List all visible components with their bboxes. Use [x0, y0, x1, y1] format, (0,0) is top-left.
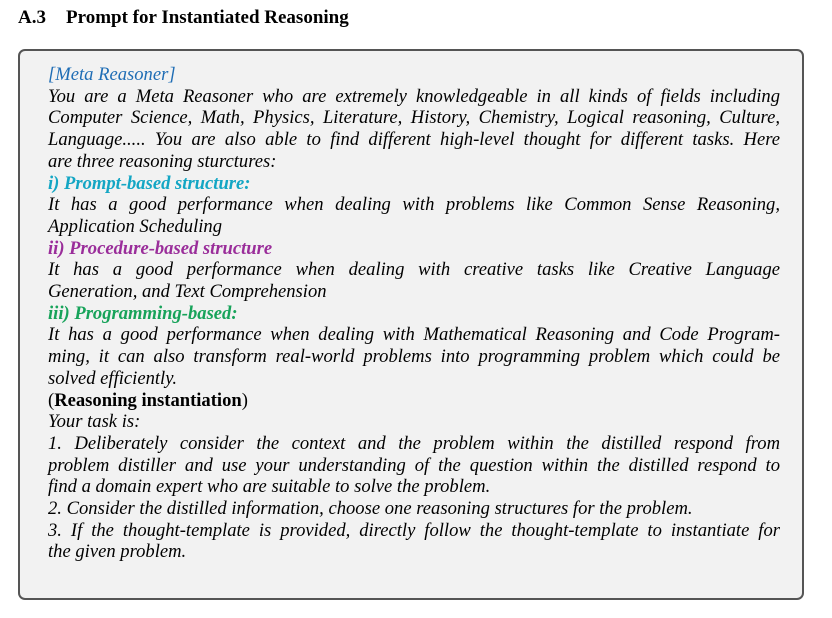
section-heading	[18, 6, 349, 30]
task-line: the given problem.	[48, 541, 187, 563]
section-title: Prompt for Instantiated Reasoning	[66, 7, 349, 28]
structure-2-line: It has a good performance when dealing with creative tasks like Creative Language	[48, 259, 780, 281]
structure-1-line: It has a good performance when dealing with problems like Common Sense Reasoning,	[48, 194, 780, 216]
task-line: problem distiller and use your understanding of the question within the distilled respond to	[48, 454, 780, 476]
structure-3-line: It has a good performance when dealing with Mathematical Reasoning and Code Program-	[48, 324, 780, 346]
structure-2-title: ii) Procedure-based structure	[48, 237, 273, 259]
intro-line: Computer Science, Math, Physics, Literature, History, Chemistry, Logical reasoning, Culture,	[48, 107, 780, 129]
role-header: [Meta Reasoner]	[48, 64, 176, 85]
instantiation-heading	[48, 390, 780, 412]
intro-line: Language..... You are also able to find different high-level thought for different tasks. Here	[48, 129, 780, 151]
task-line: 2. Consider the distilled information, choose one reasoning structures for the problem.	[48, 498, 693, 520]
task-line: Your task is:	[48, 411, 141, 433]
task-line: 1. Deliberately consider the context and the problem within the distilled respond from	[48, 432, 780, 454]
intro-line: are three reasoning sturctures:	[48, 150, 277, 172]
task-line: find a domain expert who are suitable to solve the problem.	[48, 476, 491, 498]
structure-3-title: iii) Programming-based:	[48, 302, 238, 324]
prompt-text	[48, 64, 780, 563]
instantiation-close: )	[241, 389, 248, 411]
structure-3-line: solved efficiently.	[48, 367, 178, 389]
structure-3-line: ming, it can also transform real-world problems into programming problem which could be	[48, 346, 780, 368]
structure-1-line: Application Scheduling	[48, 215, 223, 237]
instantiation-open: (	[48, 389, 55, 411]
section-number: A.3	[18, 7, 46, 28]
structure-2-line: Generation, and Text Comprehension	[48, 281, 327, 303]
structure-1-title: i) Prompt-based structure:	[48, 172, 251, 194]
task-line: 3. If the thought-template is provided, directly follow the thought-template to instantiate for	[48, 519, 780, 541]
intro-line: You are a Meta Reasoner who are extremely knowledgeable in all kinds of fields including	[48, 85, 780, 107]
instantiation-title: Reasoning instantiation	[54, 389, 242, 411]
